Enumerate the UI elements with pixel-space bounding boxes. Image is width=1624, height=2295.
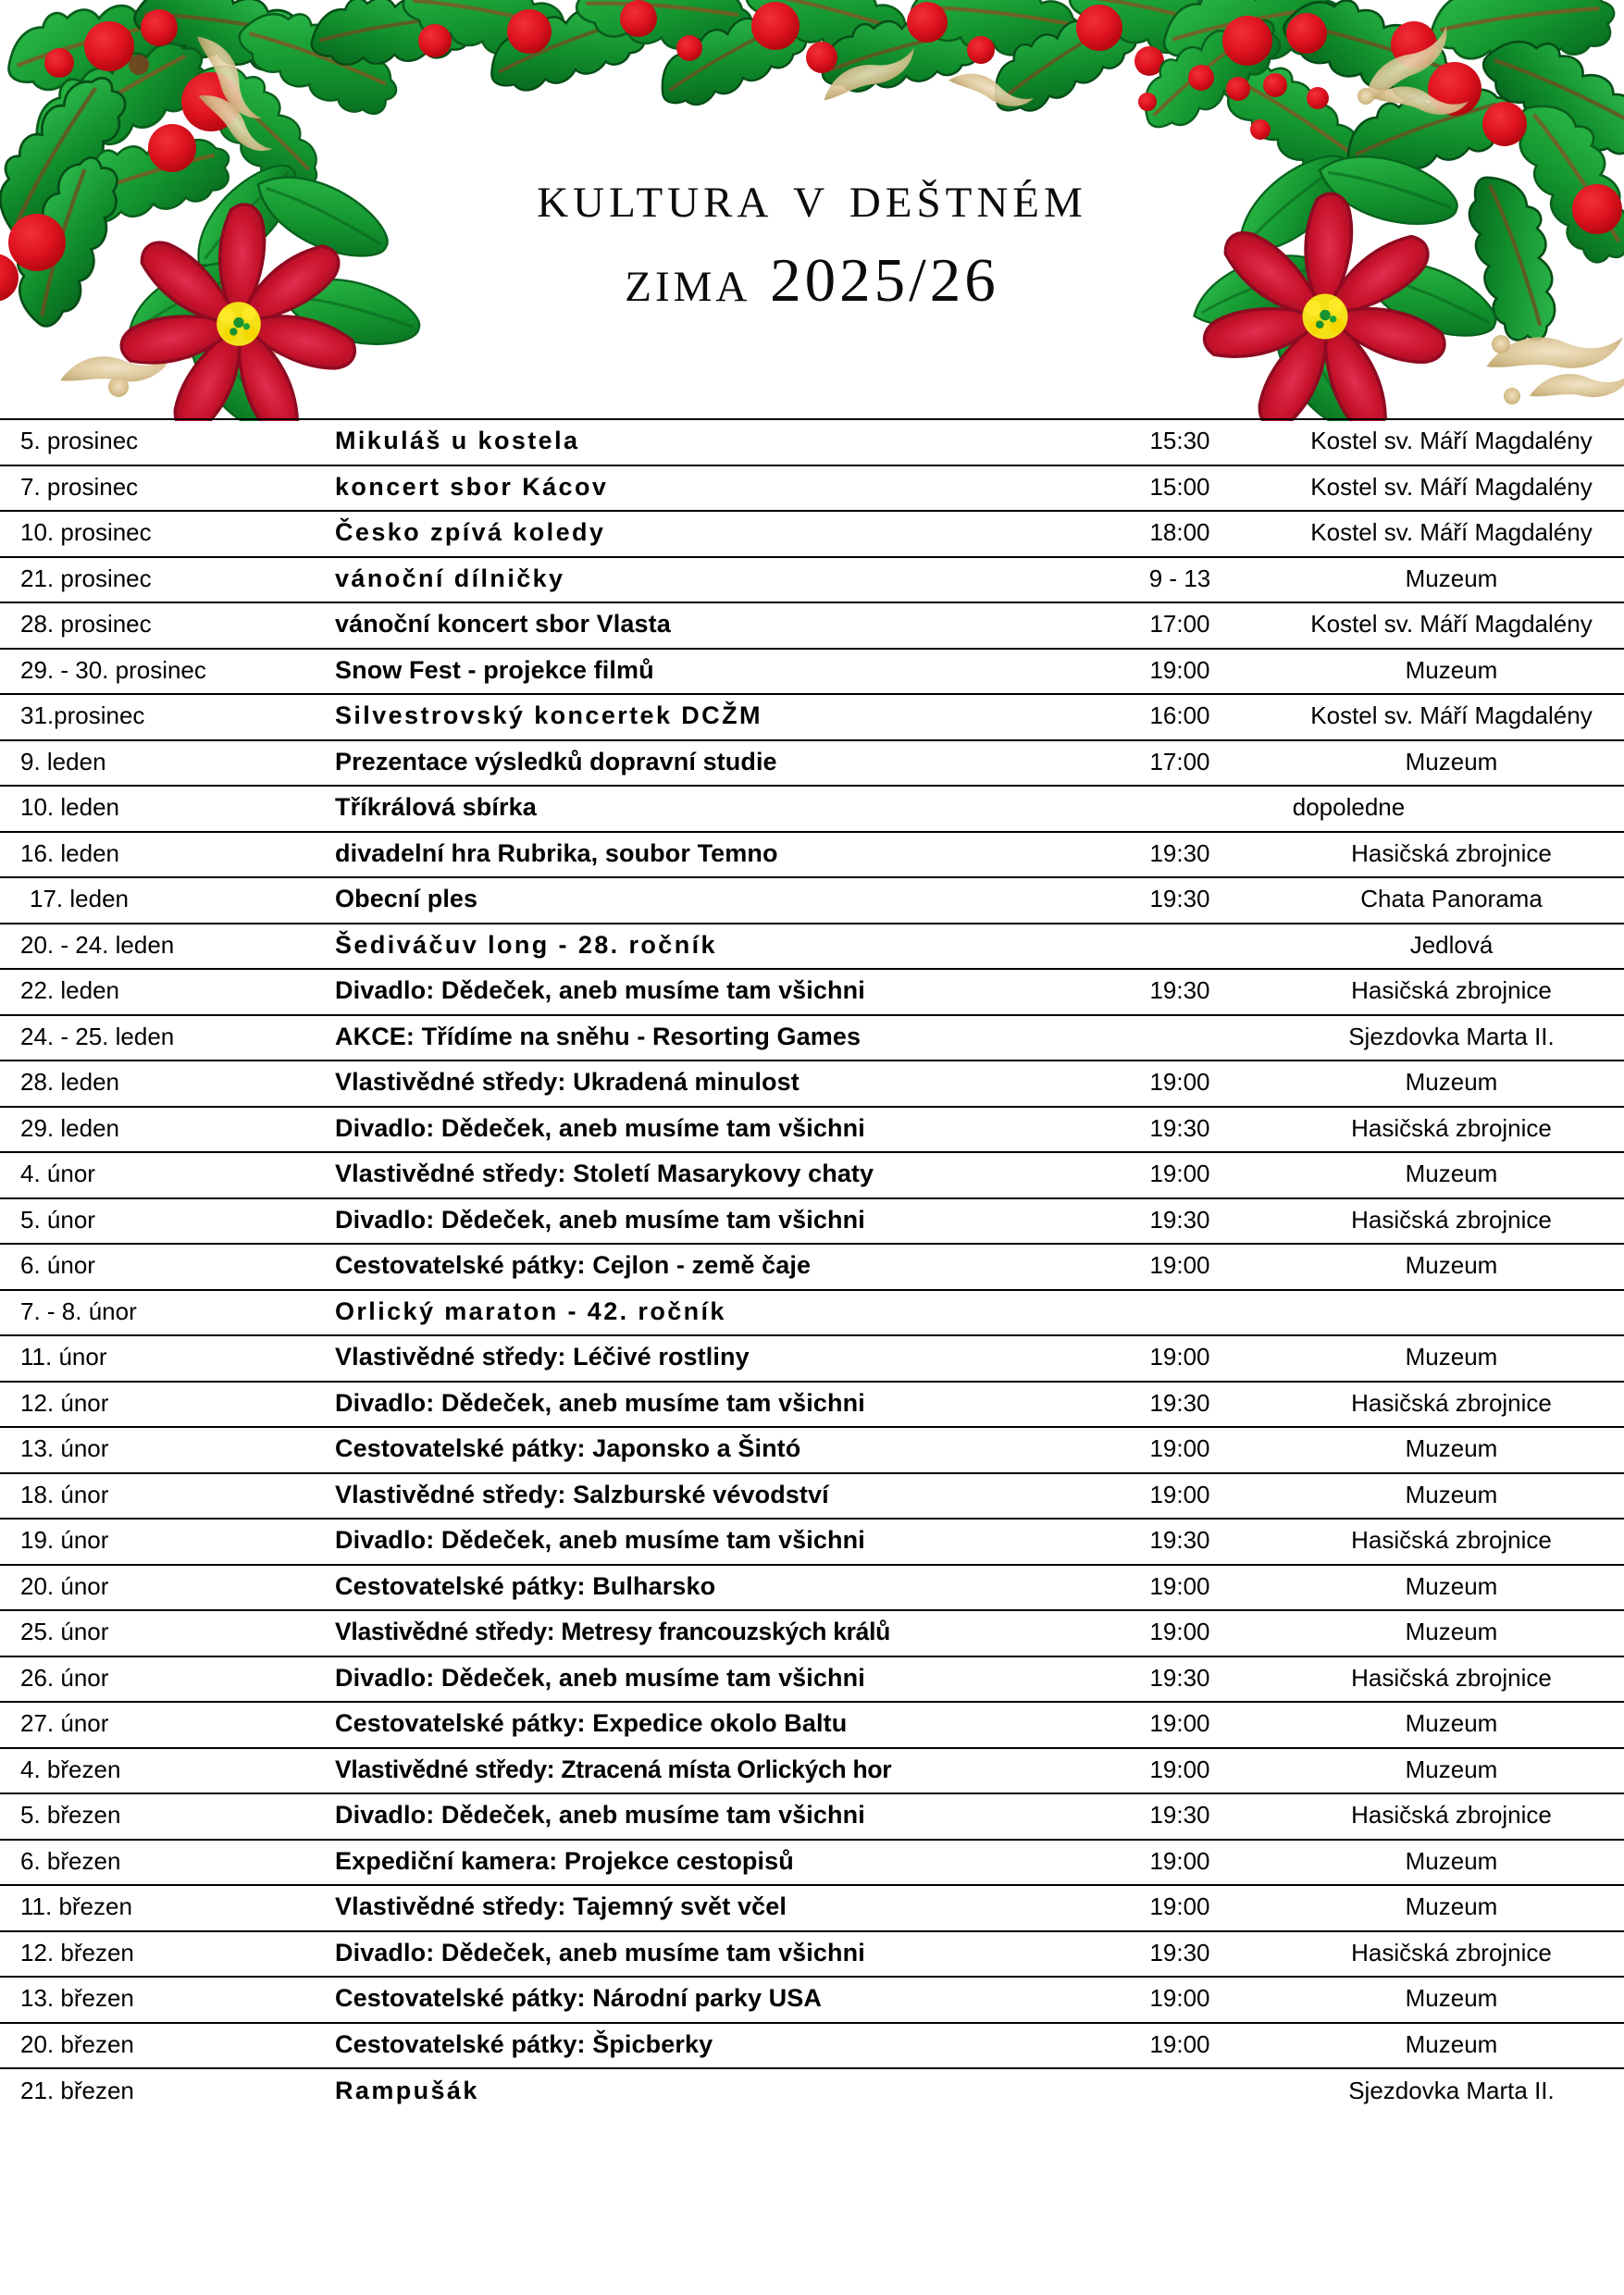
table-row — [0, 465, 1624, 512]
event-time: 19:00 — [1073, 1885, 1286, 1931]
table-row — [0, 419, 1624, 465]
events-schedule-table — [0, 418, 1624, 2115]
event-time: 19:30 — [1073, 1382, 1286, 1428]
event-place: Hasičská zbrojnice — [1286, 1107, 1624, 1153]
event-name: Divadlo: Dědeček, aneb musíme tam všichni — [315, 1382, 1073, 1428]
event-date: 5. únor — [0, 1198, 315, 1245]
table-row — [0, 1061, 1624, 1107]
table-row — [0, 969, 1624, 1015]
event-name: Prezentace výsledků dopravní studie — [315, 740, 1073, 787]
event-name: Cestovatelské pátky: Národní parky USA — [315, 1977, 1073, 2023]
event-place: Kostel sv. Máří Magdalény — [1286, 511, 1624, 557]
event-name: Cestovatelské pátky: Bulharsko — [315, 1565, 1073, 1611]
event-time: 19:30 — [1073, 832, 1286, 878]
table-row — [0, 1565, 1624, 1611]
event-date: 20. březen — [0, 2023, 315, 2069]
event-date: 6. únor — [0, 1244, 315, 1290]
event-date: 5. březen — [0, 1793, 315, 1840]
event-place: Sjezdovka Marta II. — [1286, 1015, 1624, 1061]
event-date: 29. leden — [0, 1107, 315, 1153]
event-time: 19:00 — [1073, 1702, 1286, 1748]
table-row — [0, 1152, 1624, 1198]
event-date: 28. prosinec — [0, 602, 315, 649]
table-row — [0, 649, 1624, 695]
event-time — [1073, 1290, 1286, 1336]
table-row — [0, 877, 1624, 924]
table-row — [0, 1840, 1624, 1886]
event-date: 21. březen — [0, 2068, 315, 2115]
event-time: 19:30 — [1073, 1793, 1286, 1840]
table-row — [0, 1427, 1624, 1473]
event-date: 4. březen — [0, 1748, 315, 1794]
table-row — [0, 1473, 1624, 1520]
event-place: Kostel sv. Máří Magdalény — [1286, 602, 1624, 649]
event-date: 11. březen — [0, 1885, 315, 1931]
event-date: 21. prosinec — [0, 557, 315, 603]
event-place: Muzeum — [1286, 1244, 1624, 1290]
event-name: Cestovatelské pátky: Japonsko a Šintó — [315, 1427, 1073, 1473]
event-name: AKCE: Třídíme na sněhu - Resorting Games — [315, 1015, 1073, 1061]
event-date: 24. - 25. leden — [0, 1015, 315, 1061]
event-date: 7. - 8. únor — [0, 1290, 315, 1336]
event-date: 6. březen — [0, 1840, 315, 1886]
event-place: Hasičská zbrojnice — [1286, 832, 1624, 878]
event-time: 19:00 — [1073, 1427, 1286, 1473]
event-name: Vlastivědné středy: Ztracená místa Orlických hor — [315, 1748, 1073, 1794]
event-name: Cestovatelské pátky: Cejlon - země čaje — [315, 1244, 1073, 1290]
table-row — [0, 2023, 1624, 2069]
event-date: 26. únor — [0, 1656, 315, 1703]
event-place — [1286, 1290, 1624, 1336]
event-name: Divadlo: Dědeček, aneb musíme tam všichni — [315, 1931, 1073, 1978]
event-date: 31.prosinec — [0, 694, 315, 740]
event-time: 19:00 — [1073, 1473, 1286, 1520]
event-name: vánoční koncert sbor Vlasta — [315, 602, 1073, 649]
event-name: Vlastivědné středy: Ukradená minulost — [315, 1061, 1073, 1107]
event-time: 19:00 — [1073, 1565, 1286, 1611]
event-time: 19:00 — [1073, 1748, 1286, 1794]
event-date: 27. únor — [0, 1702, 315, 1748]
event-time: 19:00 — [1073, 649, 1286, 695]
event-place: Kostel sv. Máří Magdalény — [1286, 465, 1624, 512]
event-date: 17. leden — [0, 877, 315, 924]
event-name: Česko zpívá koledy — [315, 511, 1073, 557]
table-row — [0, 557, 1624, 603]
event-place: Muzeum — [1286, 1610, 1624, 1656]
event-place: Muzeum — [1286, 1840, 1624, 1886]
event-time: 19:30 — [1073, 1656, 1286, 1703]
event-time: 19:30 — [1073, 1931, 1286, 1978]
event-name: Cestovatelské pátky: Špicberky — [315, 2023, 1073, 2069]
decorative-header-artwork — [0, 0, 1624, 421]
event-place: Muzeum — [1286, 1427, 1624, 1473]
event-date: 11. únor — [0, 1335, 315, 1382]
event-time: dopoledne — [1073, 786, 1624, 832]
event-time: 19:00 — [1073, 1840, 1286, 1886]
table-row — [0, 924, 1624, 970]
event-date: 10. prosinec — [0, 511, 315, 557]
event-time: 15:30 — [1073, 419, 1286, 465]
event-date: 18. únor — [0, 1473, 315, 1520]
table-row — [0, 1977, 1624, 2023]
event-name: Divadlo: Dědeček, aneb musíme tam všichni — [315, 1793, 1073, 1840]
event-place: Muzeum — [1286, 1977, 1624, 2023]
event-time: 19:30 — [1073, 1519, 1286, 1565]
event-place: Hasičská zbrojnice — [1286, 1198, 1624, 1245]
event-place: Muzeum — [1286, 2023, 1624, 2069]
event-name: Divadlo: Dědeček, aneb musíme tam všichni — [315, 1198, 1073, 1245]
event-time: 19:00 — [1073, 1610, 1286, 1656]
event-name: Šediváčuv long - 28. ročník — [315, 924, 1073, 970]
event-time: 16:00 — [1073, 694, 1286, 740]
event-name: Expediční kamera: Projekce cestopisů — [315, 1840, 1073, 1886]
table-row — [0, 1107, 1624, 1153]
event-time: 17:00 — [1073, 740, 1286, 787]
event-place: Hasičská zbrojnice — [1286, 1656, 1624, 1703]
table-row — [0, 2068, 1624, 2115]
event-name: Snow Fest - projekce filmů — [315, 649, 1073, 695]
event-place: Muzeum — [1286, 1152, 1624, 1198]
event-name: Tříkrálová sbírka — [315, 786, 1073, 832]
event-date: 7. prosinec — [0, 465, 315, 512]
event-time — [1073, 924, 1286, 970]
table-row — [0, 1885, 1624, 1931]
event-date: 28. leden — [0, 1061, 315, 1107]
event-place: Kostel sv. Máří Magdalény — [1286, 694, 1624, 740]
event-place: Hasičská zbrojnice — [1286, 1931, 1624, 1978]
event-time — [1073, 1015, 1286, 1061]
event-date: 9. leden — [0, 740, 315, 787]
event-time: 19:00 — [1073, 1061, 1286, 1107]
event-time: 19:00 — [1073, 1977, 1286, 2023]
event-name: Mikuláš u kostela — [315, 419, 1073, 465]
table-row — [0, 511, 1624, 557]
table-row — [0, 1656, 1624, 1703]
event-time — [1073, 2068, 1286, 2115]
event-place: Jedlová — [1286, 924, 1624, 970]
table-row — [0, 740, 1624, 787]
event-time: 19:00 — [1073, 1244, 1286, 1290]
event-date: 10. leden — [0, 786, 315, 832]
event-place: Muzeum — [1286, 649, 1624, 695]
event-place: Sjezdovka Marta II. — [1286, 2068, 1624, 2115]
event-name: koncert sbor Kácov — [315, 465, 1073, 512]
event-place: Muzeum — [1286, 1885, 1624, 1931]
table-row — [0, 1335, 1624, 1382]
event-time: 19:00 — [1073, 1152, 1286, 1198]
table-row — [0, 694, 1624, 740]
event-date: 12. únor — [0, 1382, 315, 1428]
event-name: Divadlo: Dědeček, aneb musíme tam všichni — [315, 1107, 1073, 1153]
table-row — [0, 1015, 1624, 1061]
event-place: Muzeum — [1286, 557, 1624, 603]
event-name: divadelní hra Rubrika, soubor Temno — [315, 832, 1073, 878]
event-name: Cestovatelské pátky: Expedice okolo Baltu — [315, 1702, 1073, 1748]
table-row — [0, 1748, 1624, 1794]
event-time: 18:00 — [1073, 511, 1286, 557]
event-date: 29. - 30. prosinec — [0, 649, 315, 695]
table-row — [0, 1610, 1624, 1656]
event-name: vánoční dílničky — [315, 557, 1073, 603]
table-row — [0, 1793, 1624, 1840]
event-place: Muzeum — [1286, 1565, 1624, 1611]
event-date: 22. leden — [0, 969, 315, 1015]
table-row — [0, 1290, 1624, 1336]
event-date: 20. - 24. leden — [0, 924, 315, 970]
event-name: Rampušák — [315, 2068, 1073, 2115]
event-place: Hasičská zbrojnice — [1286, 1519, 1624, 1565]
table-row — [0, 1702, 1624, 1748]
event-date: 13. březen — [0, 1977, 315, 2023]
event-time: 17:00 — [1073, 602, 1286, 649]
event-name: Vlastivědné středy: Metresy francouzských králů — [315, 1610, 1073, 1656]
event-place: Muzeum — [1286, 1702, 1624, 1748]
poster-title-line-2: zima 2025/26 — [625, 245, 999, 315]
event-place: Hasičská zbrojnice — [1286, 969, 1624, 1015]
event-date: 5. prosinec — [0, 419, 315, 465]
event-date: 12. březen — [0, 1931, 315, 1978]
event-place: Hasičská zbrojnice — [1286, 1793, 1624, 1840]
event-time: 19:30 — [1073, 969, 1286, 1015]
event-date: 16. leden — [0, 832, 315, 878]
table-row — [0, 832, 1624, 878]
poster-title-line-1: kultura v deštném — [537, 162, 1087, 231]
event-time: 19:30 — [1073, 1198, 1286, 1245]
event-name: Vlastivědné středy: Století Masarykovy chaty — [315, 1152, 1073, 1198]
event-name: Divadlo: Dědeček, aneb musíme tam všichni — [315, 1656, 1073, 1703]
table-row — [0, 1244, 1624, 1290]
event-name: Silvestrovský koncertek DCŽM — [315, 694, 1073, 740]
table-row — [0, 1931, 1624, 1978]
event-place: Muzeum — [1286, 1061, 1624, 1107]
event-date: 20. únor — [0, 1565, 315, 1611]
event-place: Chata Panorama — [1286, 877, 1624, 924]
event-place: Muzeum — [1286, 1473, 1624, 1520]
event-name: Orlický maraton - 42. ročník — [315, 1290, 1073, 1336]
event-place: Muzeum — [1286, 1335, 1624, 1382]
event-name: Vlastivědné středy: Léčivé rostliny — [315, 1335, 1073, 1382]
event-name: Vlastivědné středy: Salzburské vévodství — [315, 1473, 1073, 1520]
event-name: Vlastivědné středy: Tajemný svět včel — [315, 1885, 1073, 1931]
event-place: Muzeum — [1286, 740, 1624, 787]
event-time: 19:00 — [1073, 2023, 1286, 2069]
event-date: 4. únor — [0, 1152, 315, 1198]
event-place: Kostel sv. Máří Magdalény — [1286, 419, 1624, 465]
table-row — [0, 1382, 1624, 1428]
event-place: Hasičská zbrojnice — [1286, 1382, 1624, 1428]
table-row — [0, 1198, 1624, 1245]
event-name: Divadlo: Dědeček, aneb musíme tam všichni — [315, 1519, 1073, 1565]
event-time: 19:30 — [1073, 1107, 1286, 1153]
event-time: 19:00 — [1073, 1335, 1286, 1382]
event-time: 15:00 — [1073, 465, 1286, 512]
event-date: 13. únor — [0, 1427, 315, 1473]
event-date: 19. únor — [0, 1519, 315, 1565]
event-time: 19:30 — [1073, 877, 1286, 924]
event-time: 9 - 13 — [1073, 557, 1286, 603]
event-name: Divadlo: Dědeček, aneb musíme tam všichni — [315, 969, 1073, 1015]
table-row — [0, 786, 1624, 832]
table-row — [0, 1519, 1624, 1565]
event-place: Muzeum — [1286, 1748, 1624, 1794]
event-date: 25. únor — [0, 1610, 315, 1656]
event-name: Obecní ples — [315, 877, 1073, 924]
table-row — [0, 602, 1624, 649]
